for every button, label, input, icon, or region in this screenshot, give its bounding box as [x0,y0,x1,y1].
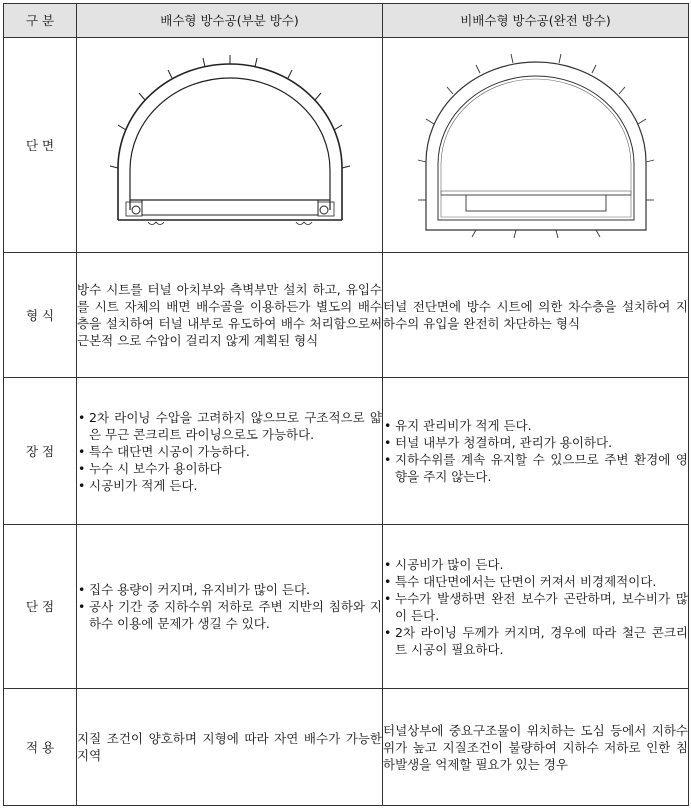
undrained-cons [383,525,689,689]
list-item: • 특수 대단면에서는 단면이 커져서 비경제적이다. [383,573,688,590]
undrained-form-text: 터널 전단면에 방수 시트에 의한 차수층을 설치하여 지하수의 유입을 완전히 차단하는 형식 [383,253,689,378]
row-form [4,253,689,378]
undrained-tunnel-drawing [406,50,666,240]
drained-cons-list [77,581,382,632]
undrained-cons-list [383,556,688,658]
row-label-form: 형 식 [4,253,77,378]
undrained-apply-text: 터널상부에 중요구조물이 위치하는 도심 등에서 지하수위가 높고 지질조건이 불량하여 지하수 저하로 인한 침하발생을 억제할 필요가 있는 경우 [383,689,689,806]
list-item: • 2차 라이닝 두께가 커지며, 경우에 따라 철근 콘크리트 시공이 필요하다. [383,624,688,658]
drained-apply-text: 지질 조건이 양호하며 지형에 따라 자연 배수가 가능한 지역 [77,689,383,806]
drained-tunnel-drawing [100,50,360,240]
drained-pros-list [77,409,382,494]
row-pros [4,378,689,525]
row-label-section: 단 면 [4,38,77,253]
row-section [4,38,689,253]
undrained-pros-list [383,417,688,485]
drained-pros [77,378,383,525]
header-drained-type: 배수형 방수공(부분 방수) [77,4,383,38]
list-item: • 지하수위를 계속 유지할 수 있으므로 주변 환경에 영향을 주지 않는다. [383,451,688,485]
list-item: • 2차 라이닝 수압을 고려하지 않으므로 구조적으로 얇은 무근 콘크리트 라이닝으로도 가능하다. [77,409,382,443]
undrained-pros [383,378,689,525]
row-cons [4,525,689,689]
row-apply [4,689,689,806]
undrained-section-figure [383,38,689,253]
list-item: • 유지 관리비가 적게 든다. [383,417,688,434]
comparison-table [3,3,689,806]
list-item: • 누수가 발생하면 완전 보수가 곤란하며, 보수비가 많이 든다. [383,590,688,624]
drained-section-figure [77,38,383,253]
list-item: • 특수 대단면 시공이 가능하다. [77,443,382,460]
list-item: • 터널 내부가 청결하며, 관리가 용이하다. [383,434,688,451]
row-label-apply: 적 용 [4,689,77,806]
list-item: • 집수 용량이 커지며, 유지비가 많이 든다. [77,581,382,598]
list-item: • 시공비가 많이 든다. [383,556,688,573]
drained-cons [77,525,383,689]
list-item: • 공사 기간 중 지하수위 저하로 주변 지반의 침하와 지하수 이용에 문제가 생길 수 있다. [77,598,382,632]
list-item: • 시공비가 적게 든다. [77,477,382,494]
row-label-cons: 단 점 [4,525,77,689]
row-label-pros: 장 점 [4,378,77,525]
drained-form-text: 방수 시트를 터널 아치부와 측벽부만 설치 하고, 유입수를 시트 자체의 배면 배수골을 이용하든가 별도의 배수층을 설치하여 터널 내부로 유도하여 배수 처리함으로써 근본적 으로 수압이 걸리지 않게 계획된 형식 [77,253,383,378]
list-item: • 누수 시 보수가 용이하다 [77,460,382,477]
header-row [4,4,689,38]
header-undrained-type: 비배수형 방수공(완전 방수) [383,4,689,38]
header-category: 구 분 [4,4,77,38]
